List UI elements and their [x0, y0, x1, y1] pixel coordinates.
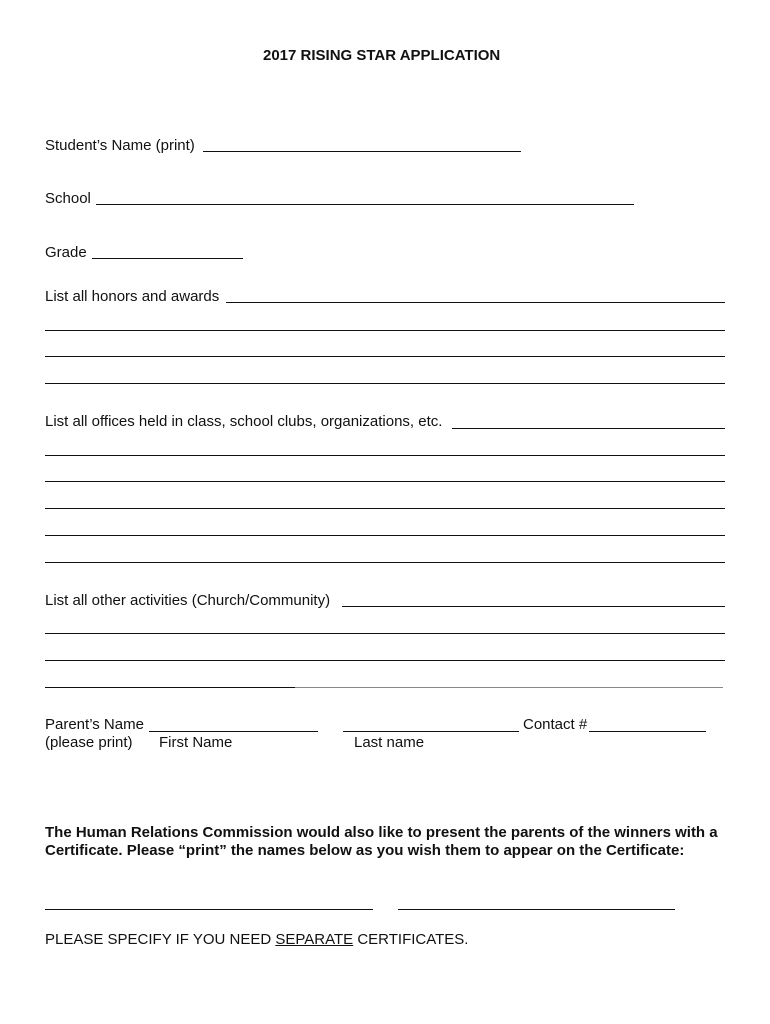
activities-field-line[interactable]	[45, 660, 725, 661]
honors-label: List all honors and awards	[45, 288, 220, 305]
parent-first-name-field[interactable]	[149, 731, 318, 732]
contact-label: Contact #	[523, 716, 588, 733]
footer-prefix: PLEASE SPECIFY IF YOU NEED	[45, 931, 276, 948]
offices-field-line[interactable]	[45, 508, 725, 509]
certificate-name-field[interactable]	[398, 909, 675, 910]
honors-field-line[interactable]	[226, 302, 725, 303]
offices-label: List all offices held in class, school clubs, organizations, etc.	[45, 413, 443, 430]
activities-field-line[interactable]	[45, 687, 295, 688]
offices-field-line[interactable]	[452, 428, 725, 429]
activities-field-line[interactable]	[342, 606, 725, 607]
commission-note-line1: The Human Relations Commission would also like to present the parents of the winners with a	[45, 824, 718, 841]
student-name-field[interactable]	[203, 151, 521, 152]
last-name-caption: Last name	[354, 734, 425, 751]
offices-field-line[interactable]	[45, 455, 725, 456]
school-label: School	[45, 190, 91, 207]
activities-field-line[interactable]	[295, 687, 723, 688]
separate-certificates-note	[45, 931, 468, 948]
first-name-caption: First Name	[159, 734, 233, 751]
honors-field-line[interactable]	[45, 356, 725, 357]
offices-field-line[interactable]	[45, 481, 725, 482]
parent-name-sublabel: (please print)	[45, 734, 133, 751]
offices-field-line[interactable]	[45, 535, 725, 536]
parent-name-label: Parent’s Name	[45, 716, 144, 733]
grade-label: Grade	[45, 244, 87, 261]
honors-field-line[interactable]	[45, 330, 725, 331]
offices-field-line[interactable]	[45, 562, 725, 563]
footer-emphasis: SEPARATE	[275, 931, 354, 948]
certificate-name-field[interactable]	[45, 909, 373, 910]
school-field[interactable]	[96, 204, 634, 205]
parent-last-name-field[interactable]	[343, 731, 519, 732]
contact-field[interactable]	[589, 731, 706, 732]
commission-note-line2: Certificate. Please “print” the names below as you wish them to appear on the Certificate:	[45, 842, 685, 859]
page-title: 2017 RISING STAR APPLICATION	[263, 47, 501, 64]
activities-field-line[interactable]	[45, 633, 725, 634]
grade-field[interactable]	[92, 258, 243, 259]
activities-label: List all other activities (Church/Community)	[45, 592, 331, 609]
footer-suffix: CERTIFICATES.	[353, 931, 469, 948]
student-name-label: Student’s Name (print)	[45, 137, 195, 154]
honors-field-line[interactable]	[45, 383, 725, 384]
